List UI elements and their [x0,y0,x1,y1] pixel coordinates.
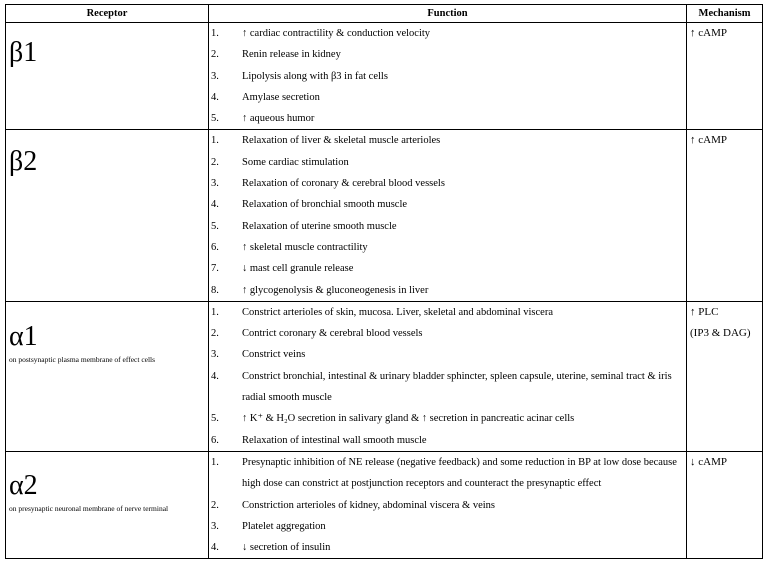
receptor-cell [6,23,209,130]
function-cell [209,451,687,558]
function-number: 1. [211,28,219,39]
function-item [209,216,686,237]
function-item [209,516,686,537]
function-text: Contrict coronary & cerebral blood vessels [242,328,423,340]
function-text: Relaxation of uterine smooth muscle [242,220,397,232]
function-text: Some cardiac stimulation [242,156,349,168]
function-cell [209,301,687,451]
function-text: ↓ mast cell granule release [242,263,354,275]
function-number: 3. [211,70,219,82]
function-item [209,87,686,108]
function-text: ↑ skeletal muscle contractility [242,241,368,253]
function-number: 3. [211,520,219,532]
function-item [209,108,686,129]
function-text: Constrict bronchial, intestinal & urinary bladder sphincter, spleen capsule, uterine, seminal tract & iris radial smooth muscle [242,370,672,404]
function-text: Relaxation of coronary & cerebral blood vessels [242,178,445,190]
function-text: ↑ glycogenolysis & gluconeogenesis in liver [242,284,429,296]
function-item [209,258,686,279]
function-number: 2. [211,328,219,340]
receptor-row [6,23,763,130]
function-text: ↓ secretion of insulin [242,542,331,554]
function-item [209,430,686,451]
function-text: Renin release in kidney [242,49,341,61]
function-item [209,237,686,258]
mechanism-text: ↓ cAMP [690,455,727,468]
mechanism-cell [687,23,763,130]
function-item [209,302,686,323]
function-number: 1. [211,456,219,468]
function-text: Constrict veins [242,349,306,361]
function-number: 3. [211,178,219,190]
function-list [209,452,686,558]
receptor-symbol: α2 [9,469,38,501]
function-number: 4. [211,199,219,211]
function-cell [209,130,687,301]
header-receptor: Receptor [6,5,209,23]
function-number: 4. [211,91,219,103]
receptor-cell [6,301,209,451]
function-item [209,66,686,87]
receptor-symbol: β1 [9,37,38,68]
function-number: 7. [211,263,219,275]
function-number: 5. [211,113,219,125]
function-number: 5. [211,220,219,232]
receptor-table [5,4,763,559]
function-item [209,152,686,173]
function-text: ↑ K⁺ & H₂O secretion in salivary gland & ↑ secretion in pancreatic acinar cells [242,413,575,425]
function-text: Constrict arterioles of skin, mucosa. Liver, skeletal and abdominal viscera [242,306,553,318]
function-item [209,173,686,194]
function-list [209,302,686,451]
function-number: 4. [211,370,219,382]
receptor-cell [6,130,209,301]
function-text: Constriction arterioles of kidney, abdominal viscera & veins [242,499,496,511]
function-number: 8. [211,284,219,296]
mechanism-cell [687,451,763,558]
receptor-row [6,451,763,558]
function-text: ↑ cardiac contractility & conduction velocity [242,28,431,39]
function-text: Presynaptic inhibition of NE release (negative feedback) and some reduction in BP at low dose because high dose can constrict at postjunction receptors and counteract the presynaptic effect [242,456,677,490]
header-function: Function [209,5,687,23]
function-number: 2. [211,499,219,511]
function-number: 6. [211,434,219,446]
function-item [209,452,686,495]
function-item [209,194,686,215]
receptor-location-note: on postsynaptic plasma membrane of effect cells [9,354,156,364]
function-item [209,280,686,301]
mechanism-text: (IP3 & DAG) [690,326,751,339]
function-item [209,323,686,344]
function-cell [209,23,687,130]
function-item [209,537,686,558]
function-text: Amylase secretion [242,91,320,103]
mechanism-text: ↑ PLC [690,305,719,318]
function-number: 1. [211,306,219,318]
function-number: 5. [211,413,219,425]
function-list [209,23,686,129]
function-text: Relaxation of liver & skeletal muscle arterioles [242,135,441,147]
function-number: 4. [211,542,219,554]
function-number: 2. [211,49,219,61]
receptor-row [6,130,763,301]
mechanism-text: ↑ cAMP [690,27,727,39]
header-row [6,5,763,23]
receptor-location-note: on presynaptic neuronal membrane of nerve terminal [9,503,169,513]
receptor-row [6,301,763,451]
function-text: Platelet aggregation [242,520,326,532]
mechanism-text: ↑ cAMP [690,134,727,147]
mechanism-cell [687,301,763,451]
function-item [209,130,686,151]
function-number: 1. [211,135,219,147]
function-number: 3. [211,349,219,361]
function-text: ↑ aqueous humor [242,113,315,125]
function-item [209,44,686,65]
function-number: 2. [211,156,219,168]
function-text: Lipolysis along with β3 in fat cells [242,70,388,82]
function-text: Relaxation of intestinal wall smooth muscle [242,434,427,446]
function-item [209,495,686,516]
function-text: Relaxation of bronchial smooth muscle [242,199,408,211]
receptor-symbol: α1 [9,320,38,352]
header-mechanism: Mechanism [687,5,763,23]
function-item [209,23,686,44]
function-item [209,344,686,365]
function-list [209,130,686,300]
mechanism-cell [687,130,763,301]
receptor-cell [6,451,209,558]
receptor-symbol: β2 [9,146,38,178]
function-item [209,366,686,409]
function-number: 6. [211,241,219,253]
function-item [209,408,686,429]
